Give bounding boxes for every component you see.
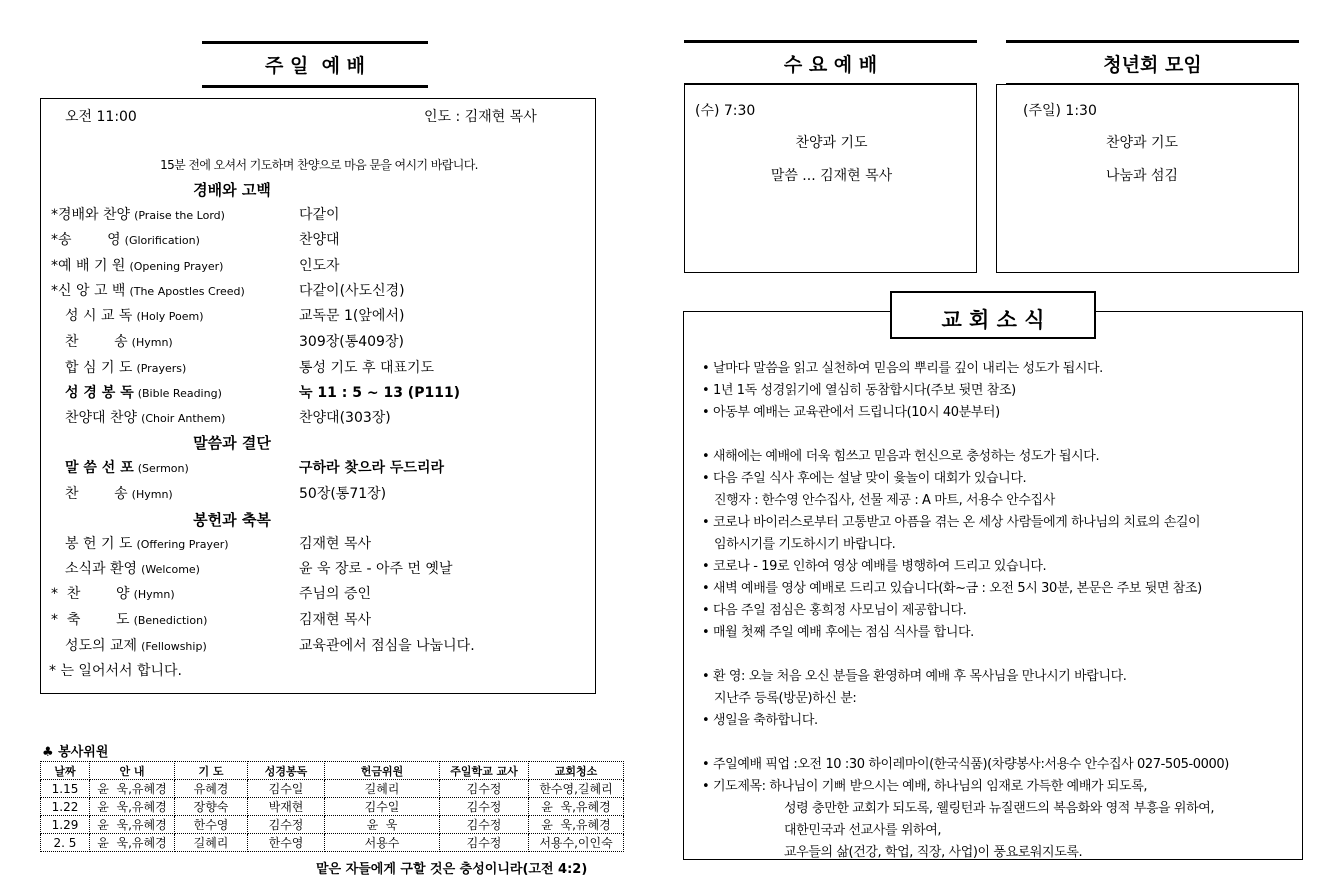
order-item-label [65,635,207,655]
news-item: • 코로나 바이러스로부터 고통받고 아픔을 겪는 온 세상 사람들에게 하나님의 치료의 손길이 [702,515,1201,530]
volunteers-cell: 길혜리 [325,780,440,798]
order-item-value: 눅 11 : 5 ~ 13 (P111) [299,385,461,401]
order-row [41,407,601,431]
youth-time: (주일) 1:30 [1023,103,1097,119]
order-item-value: 찬양대(303장) [299,410,391,426]
order-item-english: (Welcome) [141,563,200,576]
news-item: • 새해에는 예배에 더욱 힘쓰고 믿음과 헌신으로 충성하는 성도가 됩시다. [702,449,1100,464]
order-row [41,609,601,633]
order-item-english: (Offering Prayer) [136,538,229,551]
volunteers-cell: 김수정 [440,798,529,816]
table-row [41,834,624,852]
order-row [41,533,601,557]
wednesday-time: (수) 7:30 [695,103,756,119]
volunteers-cell: 서용수,이인숙 [529,834,624,852]
volunteers-cell: 1.29 [41,816,90,834]
news-item: • 날마다 말씀을 읽고 실천하여 믿음의 뿌리를 깊이 내리는 성도가 됩시다. [702,361,1103,376]
volunteers-cell: 길혜리 [175,834,248,852]
news-item: 지난주 등록(방문)하신 분: [714,691,857,706]
news-item: • 생일을 축하합니다. [702,713,818,728]
order-item-value: 찬양대 [299,232,340,248]
volunteers-cell: 한수영 [175,816,248,834]
order-row [41,357,601,381]
volunteers-cell: 윤 욱,유혜경 [90,834,175,852]
sunday-footnote: * 는 일어서서 합니다. [49,663,182,679]
volunteers-cell: 서용수 [325,834,440,852]
volunteers-header-cell: 날짜 [41,762,90,780]
order-item-name: *예 배 기 원 [51,258,126,274]
order-item-value: 다같이 [299,207,340,223]
news-item: 대한민국과 선교사를 위하여, [784,823,942,838]
order-row [41,204,601,228]
order-item-value: 50장(통71장) [299,486,387,502]
volunteers-cell: 박재현 [248,798,325,816]
order-item-name: 찬 송 [65,486,128,502]
order-item-value: 다같이(사도신경) [299,283,405,299]
news-item: 교우들의 삶(건강, 학업, 직장, 사업)이 풍요로워지도록. [784,845,1083,860]
order-item-value: 인도자 [299,258,340,274]
order-item-name: 말 씀 선 포 [65,460,134,476]
section-offering: 봉헌과 축복 [193,511,271,529]
volunteers-cell: 윤 욱,유혜경 [529,798,624,816]
sunday-leader: 인도 : 김재현 목사 [424,109,537,125]
volunteers-cell: 장향숙 [175,798,248,816]
order-row [41,229,601,253]
volunteers-cell: 윤 욱 [325,816,440,834]
order-item-name: 찬양대 찬양 [65,410,138,426]
volunteers-header-cell: 주일학교 교사 [440,762,529,780]
news-item: • 환 영: 오늘 처음 오신 분들을 환영하며 예배 후 목사님을 만나시기 바랍니다. [702,669,1127,684]
order-item-name: 성 시 교 독 [65,308,133,324]
wednesday-line2: 말씀 ... 김재현 목사 [770,168,893,184]
order-item-english: (The Apostles Creed) [129,285,245,298]
youth-line1: 찬양과 기도 [1105,135,1179,151]
sunday-notice: 15분 전에 오셔서 기도하며 찬양으로 마음 문을 여시기 바랍니다. [160,158,478,172]
news-item: 성령 충만한 교회가 되도록, 웰링턴과 뉴질랜드의 복음화와 영적 부흥을 위하여, [784,801,1215,816]
wednesday-title: 수 요 예 배 [783,54,878,76]
order-row [41,583,601,607]
order-row [41,558,601,582]
news-item: 임하시기를 기도하시기 바랍니다. [714,537,896,552]
youth-title-bar [1006,40,1299,85]
order-item-english: (Choir Anthem) [141,412,226,425]
volunteers-header-cell: 헌금위원 [325,762,440,780]
order-item-name: * 찬 양 [51,586,130,602]
order-item-label [51,583,175,603]
order-row [41,382,601,406]
order-item-english: (Prayers) [136,362,187,375]
volunteers-cell: 윤 욱,유혜경 [529,816,624,834]
table-row [41,780,624,798]
volunteers-cell: 유혜경 [175,780,248,798]
order-item-value: 통성 기도 후 대표기도 [299,360,435,376]
news-item: • 다음 주일 점심은 홍희정 사모님이 제공합니다. [702,603,967,618]
volunteers-cell: 1.22 [41,798,90,816]
volunteers-verse: 맡은 자들에게 구할 것은 충성이니라(고전 4:2) [316,862,588,877]
order-item-name: 성도의 교제 [65,638,138,654]
order-item-value: 교육관에서 점심을 나눕니다. [299,638,475,654]
volunteers-cell: 윤 욱,유혜경 [90,798,175,816]
news-item: • 주일예배 픽업 :오전 10 :30 하이레마이(한국식품)(차량봉사:서용수 안수집사 027-505-0000) [702,757,1229,772]
order-item-label [65,331,173,351]
wednesday-line1: 찬양과 기도 [795,135,868,151]
sunday-title-bar [202,41,428,88]
volunteers-cell: 한수영,길혜리 [529,780,624,798]
news-item: 진행자 : 한수영 안수집사, 선물 제공 : A 마트, 서용수 안수집사 [714,493,1055,508]
volunteers-cell: 2. 5 [41,834,90,852]
order-item-english: (Holy Poem) [136,310,204,323]
order-item-english: (Praise the Lord) [134,209,225,222]
news-title-box [890,291,1096,339]
order-item-value: 김재현 목사 [299,536,372,552]
wednesday-box [684,84,977,273]
order-item-english: (Hymn) [131,336,173,349]
news-item: • 매월 첫째 주일 예배 후에는 점심 식사를 합니다. [702,625,974,640]
volunteers-header-cell: 교회청소 [529,762,624,780]
volunteers-cell: 한수영 [248,834,325,852]
order-row [41,457,601,481]
sunday-time: 오전 11:00 [65,109,137,125]
order-item-english: (Glorification) [124,234,200,247]
volunteers-header-cell: 안 내 [90,762,175,780]
order-row [41,331,601,355]
order-item-english: (Sermon) [137,462,189,475]
order-item-name: 소식과 환영 [65,561,138,577]
order-item-english: (Bible Reading) [137,387,222,400]
volunteers-cell: 김수정 [440,780,529,798]
order-row [41,280,601,304]
volunteers-title: ♣ 봉사위원 [42,745,109,760]
volunteers-header-cell: 기 도 [175,762,248,780]
volunteers-cell: 김수정 [440,834,529,852]
order-item-name: *송 영 [51,232,121,248]
order-item-english: (Fellowship) [141,640,207,653]
order-row [41,635,601,659]
order-item-name: *신 앙 고 백 [51,283,126,299]
volunteers-cell: 김수정 [440,816,529,834]
youth-box [996,84,1299,273]
sunday-title: 주 일 예 배 [265,55,365,77]
order-item-label [51,229,200,249]
news-item: • 새벽 예배를 영상 예배로 드리고 있습니다(화~금 : 오전 5시 30분, 본문은 주보 뒷면 참조) [702,581,1202,596]
news-box [683,311,1303,860]
volunteers-cell: 김수일 [248,780,325,798]
table-row [41,816,624,834]
youth-title: 청년회 모임 [1103,54,1202,76]
order-item-value: 구하라 찾으라 두드리라 [299,460,444,476]
news-item: • 코로나 - 19로 인하여 영상 예배를 병행하여 드리고 있습니다. [702,559,1047,574]
order-item-name: *경배와 찬양 [51,207,131,223]
order-item-name: * 축 도 [51,612,130,628]
order-row [41,255,601,279]
order-row [41,483,601,507]
order-item-label [65,558,200,578]
volunteers-cell: 김수일 [325,798,440,816]
news-item: • 다음 주일 식사 후에는 설날 맞이 윷놀이 대회가 있습니다. [702,471,1027,486]
youth-line2: 나눔과 섬김 [1105,168,1179,184]
order-item-name: 합 심 기 도 [65,360,133,376]
order-item-label [51,609,207,629]
volunteers-cell: 1.15 [41,780,90,798]
order-item-value: 교독문 1(앞에서) [299,308,405,324]
volunteers-table [40,761,624,852]
wednesday-title-bar [684,40,977,85]
order-item-label [65,483,173,503]
news-item: • 기도제목: 하나님이 기뻐 받으시는 예배, 하나님의 임재로 가득한 예배가 되도록, [702,779,1148,794]
order-item-label [51,255,223,275]
volunteers-cell: 윤 욱,유혜경 [90,780,175,798]
order-item-label [65,357,186,377]
order-row [41,305,601,329]
order-item-english: (Benediction) [133,614,208,627]
order-item-value: 309장(통409장) [299,334,404,350]
order-item-label [65,407,225,427]
order-item-english: (Opening Prayer) [129,260,224,273]
news-title: 교 회 소 식 [941,308,1045,332]
sunday-service-box [40,98,596,694]
order-item-value: 김재현 목사 [299,612,372,628]
volunteers-header-cell: 성경봉독 [248,762,325,780]
order-item-label [65,457,189,477]
order-item-label [51,204,225,224]
order-item-value: 주님의 증인 [299,586,372,602]
order-item-name: 성 경 봉 독 [65,385,134,401]
order-item-name: 봉 헌 기 도 [65,536,133,552]
news-item: • 아동부 예배는 교육관에서 드립니다(10시 40분부터) [702,405,1000,420]
order-item-value: 윤 욱 장로 - 아주 먼 옛날 [299,561,453,577]
volunteers-cell: 김수정 [248,816,325,834]
order-item-name: 찬 송 [65,334,128,350]
section-worship: 경배와 고백 [193,181,271,199]
volunteers-cell: 윤 욱,유혜경 [90,816,175,834]
order-item-english: (Hymn) [131,488,173,501]
order-item-english: (Hymn) [133,588,175,601]
news-item: • 1년 1독 성경읽기에 열심히 동참합시다(주보 뒷면 참조) [702,383,1016,398]
table-row [41,798,624,816]
order-item-label [51,280,245,300]
order-item-label [65,305,204,325]
order-item-label [65,382,222,402]
section-word: 말씀과 결단 [193,434,271,452]
order-item-label [65,533,229,553]
